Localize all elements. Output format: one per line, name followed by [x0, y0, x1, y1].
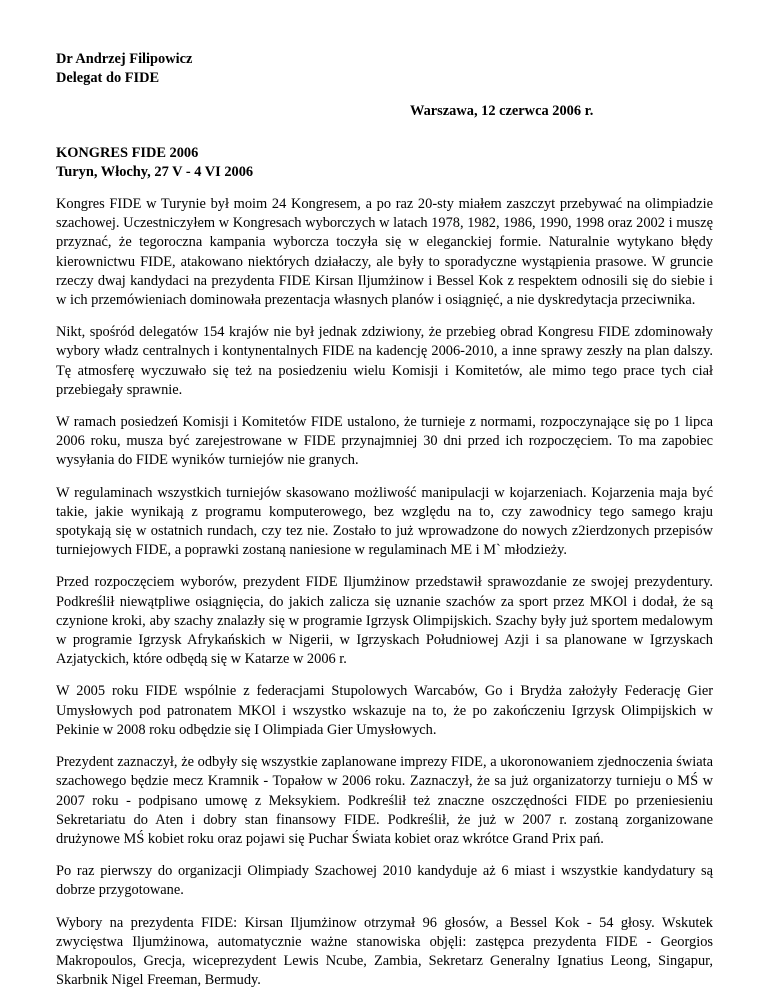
paragraph: Po raz pierwszy do organizacji Olimpiady Szachowej 2010 kandyduje aż 6 miast i wszystkie kandydatury są dobrze przygotowane.: [56, 863, 713, 899]
paragraph: W ramach posiedzeń Komisji i Komitetów FIDE ustalono, że turnieje z normami, rozpoczynające się po 1 lipca 2006 roku, musza być zarejestrowane w FIDE przynajmniej 30 dni przed ich rozpoczęciem. To ma zapobiec wysyłania do FIDE wyników turniejów nie granych.: [56, 414, 713, 469]
paragraph: Wybory na prezydenta FIDE: Kirsan Iljumżinow otrzymał 96 głosów, a Bessel Kok - 54 głosy. Wskutek zwycięstwa Iljumżinowa, automatycznie ważne stanowiska objęli: zastępca prezydenta FIDE - Georgios Makropoulos, Grecja, wiceprezydent Lewis Ncube, Zambia, Sekretarz Generalny Ignatius Leong, Singapur, Skarbnik Nigel Freeman, Bermudy.: [56, 914, 713, 989]
title-line-event: KONGRES FIDE 2006: [56, 144, 199, 161]
document-title: [56, 144, 713, 182]
paragraph: Prezydent zaznaczył, że odbyły się wszystkie zaplanowane imprezy FIDE, a ukoronowaniem zjednoczenia świata szachowego będzie mecz Kramnik - Topałow w 2006 roku. Zaznaczył, że sa już organizatorzy turnieju o MŚ w 2007 roku - podpisano umowę z Meksykiem. Podkreślił też znaczne oszczędności FIDE po przeniesieniu Sekretariatu do Aten i dobry stan finansowy FIDE. Podkreślił, że już w 2007 r. zostaną zorganizowane drużynowe MŚ kobiet roku oraz pojawi się Puchar Świata kobiet oraz wkrótce Grand Prix pań.: [56, 754, 713, 847]
paragraph: Przed rozpoczęciem wyborów, prezydent FIDE Iljumżinow przedstawił sprawozdanie ze swojej prezydentury. Podkreślił niewątpliwe osiągnięcia, do jakich zalicza się uznanie szachów za sport przez MKOl i dodał, że są czynione kroki, aby szachy znalazły się w programie Igrzysk Olimpijskich. Szachy były już sportem medalowym w programie Igrzysk Afrykańskich w Nigerii, w Igrzyskach Południowej Azji i sa planowane w Igrzyskach Azjatyckich, które odbędą się w Katarze w 2006 r.: [56, 574, 713, 668]
paragraph: Kongres FIDE w Turynie był moim 24 Kongresem, a po raz 20-sty miałem zaszczyt przebywać na olimpiadzie szachowej. Uczestniczyłem w Kongresach wyborczych w latach 1978, 1982, 1986, 1990, 1998 oraz 2002 i muszę przyznać, że tegoroczna kampania wyborcza toczyła się w eleganckiej formie. Naturalnie wytykano błędy kierownictwu FIDE, atakowano niektórych działaczy, ale były to sporadyczne wystąpienia prasowe. W gruncie rzeczy dwaj kandydaci na prezydenta FIDE Kirsan Iljumżinow i Bessel Kok z respektem odnosili się do siebie i w ich przemówieniach dominowała prezentacja własnych planów i osiągnięć, a nie dyskredytacja przeciwnika.: [56, 196, 713, 309]
paragraph: Nikt, spośród delegatów 154 krajów nie był jednak zdziwiony, że przebieg obrad Kongresu FIDE zdominowały wybory władz centralnych i kontynentalnych FIDE na kadencję 2006-2010, a inne sprawy zeszły na plan dalszy. Tę atmosferę wyczuwało się też na posiedzeniu wielu Komisji i Komitetów, ale mimo tego prace tych ciał przebiegały sprawnie.: [56, 324, 713, 398]
title-line-location: Turyn, Włochy, 27 V - 4 VI 2006: [56, 163, 254, 180]
author-role: Delegat do FIDE: [56, 70, 160, 87]
author-name: Dr Andrzej Filipowicz: [56, 51, 193, 67]
paragraph: W 2005 roku FIDE wspólnie z federacjami Stupolowych Warcabów, Go i Brydża założyły Federację Gier Umysłowych pod patronatem MKOl i wszystko wskazuje na to, że po zakończeniu Igrzysk Olimpijskich w Pekinie w 2008 roku odbędzie się I Olimpiada Gier Umysłowych.: [56, 683, 713, 738]
document-page: [56, 50, 713, 990]
place-date: Warszawa, 12 czerwca 2006 r.: [410, 103, 594, 120]
paragraph: W regulaminach wszystkich turniejów skasowano możliwość manipulacji w kojarzeniach. Kojarzenia maja być takie, jakie wynikają z programu komputerowego, bez względu na to, czy zawodnicy tego samego kraju spotykają się w ostatnich rundach, czy tez nie. Zostało to już wprowadzone do nowych z2ierdzonych przepisów turniejowych FIDE, a poprawki zostaną naniesione w regulaminach ME i M` młodzieży.: [56, 484, 713, 559]
